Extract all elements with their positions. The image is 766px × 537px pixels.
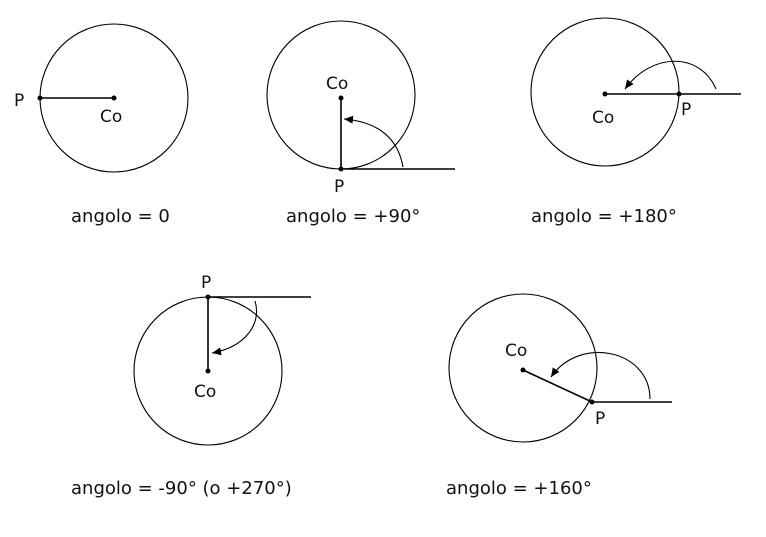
point-dot	[38, 96, 43, 101]
point-label: P	[595, 409, 606, 429]
center-dot	[339, 96, 344, 101]
angle-caption: angolo = +160°	[446, 478, 592, 499]
angle-caption: angolo = +90°	[286, 206, 421, 227]
angle-caption: angolo = -90° (o +270°)	[71, 478, 292, 499]
point-dot	[590, 400, 595, 405]
center-dot	[112, 96, 117, 101]
rotation-arrow	[625, 61, 716, 89]
point-label: P	[681, 100, 692, 120]
center-label: Co	[505, 341, 528, 361]
point-dot	[206, 295, 211, 300]
point-label: P	[334, 177, 345, 197]
rotation-arrow	[551, 352, 650, 399]
point-dot	[677, 92, 682, 97]
diagram-angle-160	[446, 294, 672, 499]
center-label: Co	[194, 382, 217, 402]
diagram-angle-180	[531, 18, 741, 227]
point-label: P	[201, 273, 212, 293]
diagram-angle-90	[267, 21, 455, 227]
angle-caption: angolo = +180°	[531, 206, 677, 227]
diagram-angle-minus-90	[71, 273, 311, 499]
rotation-arrow	[212, 301, 257, 353]
point-label: P	[14, 91, 25, 111]
center-dot	[206, 369, 211, 374]
center-dot	[521, 368, 526, 373]
angle-caption: angolo = 0	[71, 206, 170, 227]
radius-line	[523, 370, 592, 402]
center-label: Co	[326, 74, 349, 94]
diagram-angle-0	[14, 24, 188, 227]
rotation-arrow	[344, 119, 403, 167]
center-dot	[603, 92, 608, 97]
center-label: Co	[592, 108, 615, 128]
center-label: Co	[100, 107, 123, 127]
point-dot	[339, 167, 344, 172]
